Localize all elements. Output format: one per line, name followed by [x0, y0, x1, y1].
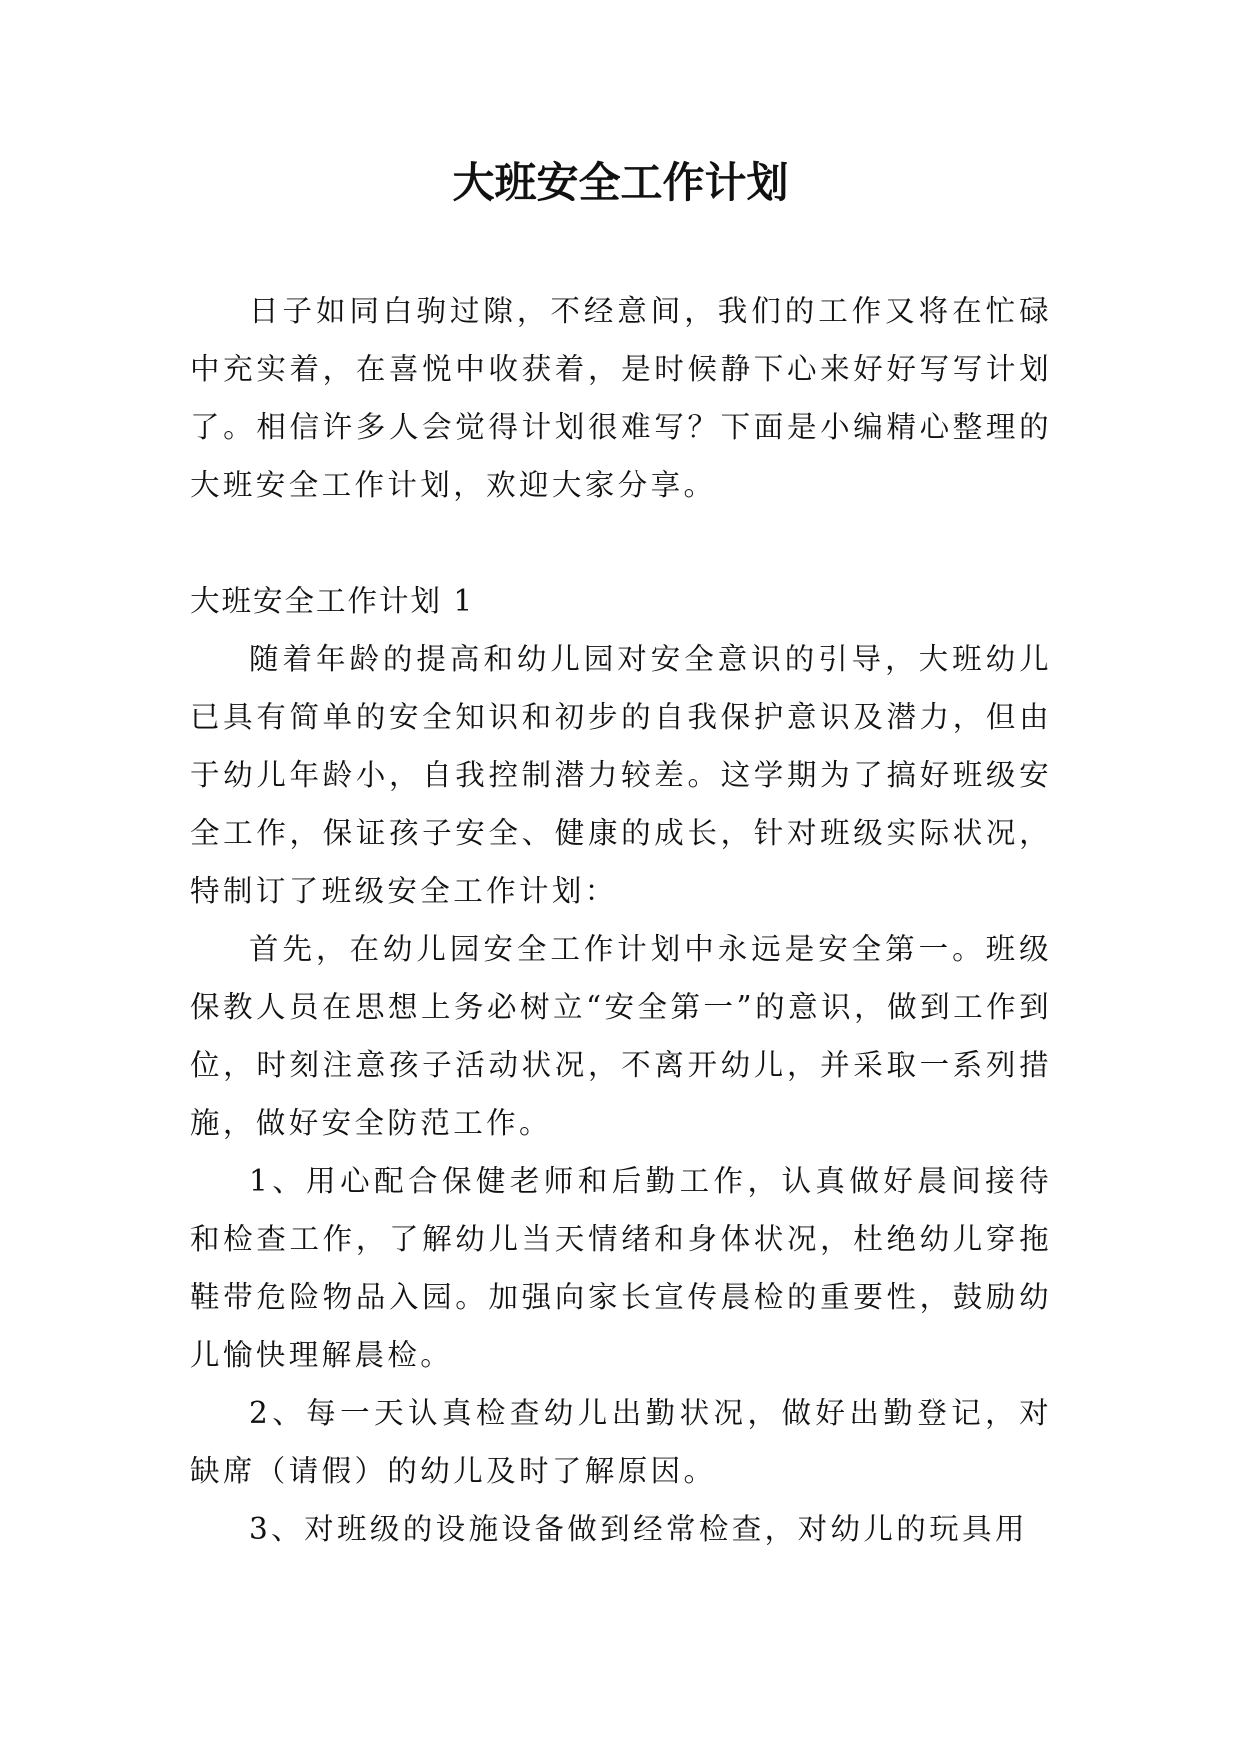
section-heading: 大班安全工作计划 1 [190, 584, 475, 618]
intro-paragraph: 日子如同白驹过隙，不经意间，我们的工作又将在忙碌中充实着，在喜悦中收获着，是时候静下心来好好写写计划了。相信许多人会觉得计划很难写？下面是小编精心整理的大班安全工作计划，欢迎大家分享。 [190, 294, 1052, 502]
body-paragraph-5: 3、对班级的设施设备做到经常检查，对幼儿的玩具用 [249, 1512, 1028, 1546]
body-paragraph-2: 首先，在幼儿园安全工作计划中永远是安全第一。班级保教人员在思想上务必树立“安全第一”的意识，做到工作到位，时刻注意孩子活动状况，不离开幼儿，并采取一系列措施，做好安全防范工作。 [190, 932, 1052, 1140]
body-paragraph-1: 随着年龄的提高和幼儿园对安全意识的引导，大班幼儿已具有简单的安全知识和初步的自我保护意识及潜力，但由于幼儿年龄小，自我控制潜力较差。这学期为了搞好班级安全工作，保证孩子安全、健康的成长，针对班级实际状况，特制订了班级安全工作计划： [190, 642, 1052, 908]
paragraph-gap [190, 514, 1052, 572]
body-paragraph-4: 2、每一天认真检查幼儿出勤状况，做好出勤登记，对缺席（请假）的幼儿及时了解原因。 [190, 1396, 1052, 1488]
body-paragraph-3: 1、用心配合保健老师和后勤工作，认真做好晨间接待和检查工作，了解幼儿当天情绪和身体状况，杜绝幼儿穿拖鞋带危险物品入园。加强向家长宣传晨检的重要性，鼓励幼儿愉快理解晨检。 [190, 1164, 1052, 1372]
document-body [190, 282, 1052, 1558]
document-title: 大班安全工作计划 [452, 158, 789, 207]
